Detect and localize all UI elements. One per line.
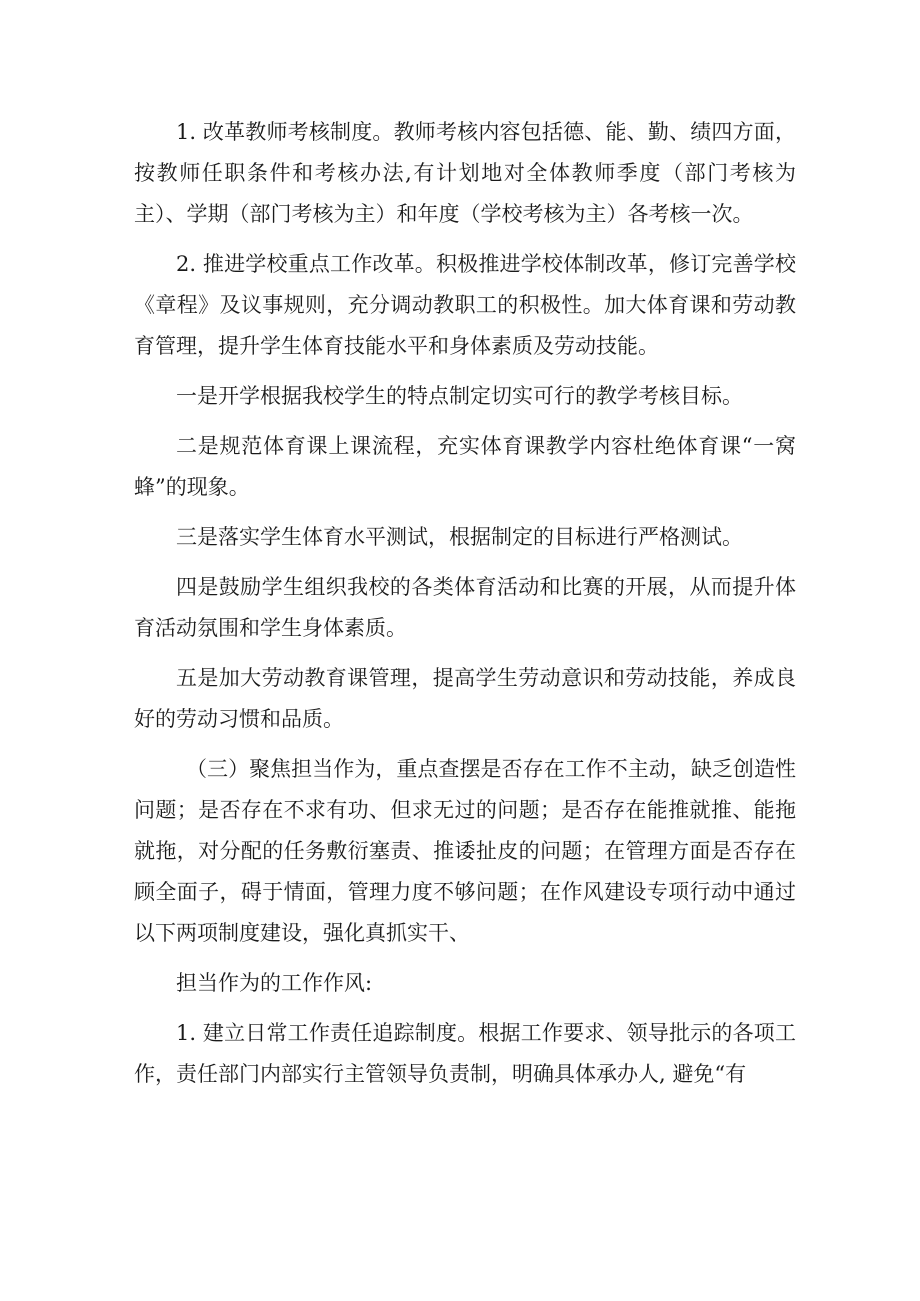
- paragraph-item-one: 一是开学根据我校学生的特点制定切实可行的教学考核目标。: [176, 384, 743, 408]
- paragraph-teacher-assessment: 1. 改革教师考核制度。教师考核内容包括德、能、勤、绩四方面，按教师任职条件和考核办法,有计划地对全体教师季度（部门考核为主）、学期（部门考核为主）和年度（学校考核为主）各考核一次。: [134, 120, 796, 226]
- document-body: [134, 112, 796, 1104]
- paragraph-school-reform: 2. 推进学校重点工作改革。积极推进学校体制改革，修订完善学校《章程》及议事规则，充分调动教职工的积极性。加大体育课和劳动教育管理，提升学生体育技能水平和身体素质及劳动技能。: [134, 252, 796, 358]
- paragraph-work-style: 担当作为的工作作风:: [176, 971, 373, 995]
- paragraph-responsibility-tracking: 1. 建立日常工作责任追踪制度。根据工作要求、领导批示的各项工作，责任部门内部实行主管领导负责制，明确具体承办人, 避免“有: [134, 1021, 796, 1086]
- paragraph-item-five: 五是加大劳动教育课管理，提高学生劳动意识和劳动技能，养成良好的劳动习惯和品质。: [134, 666, 796, 731]
- paragraph-item-four: 四是鼓励学生组织我校的各类体育活动和比赛的开展，从而提升体育活动氛围和学生身体素质。: [134, 575, 796, 640]
- paragraph-item-two: 二是规范体育课上课流程，充实体育课教学内容杜绝体育课“一窝蜂”的现象。: [134, 434, 796, 499]
- paragraph-section-three: （三）聚焦担当作为，重点查摆是否存在工作不主动，缺乏创造性问题；是否存在不求有功、但求无过的问题；是否存在能推就推、能拖就拖，对分配的任务敷衍塞责、推诿扯皮的问题；在管理方面是否存在顾全面子，碍于情面，管理力度不够问题；在作风建设专项行动中通过以下两项制度建设，强化真抓实干、: [134, 757, 796, 945]
- paragraph-item-three: 三是落实学生体育水平测试，根据制定的目标进行严格测试。: [176, 525, 743, 549]
